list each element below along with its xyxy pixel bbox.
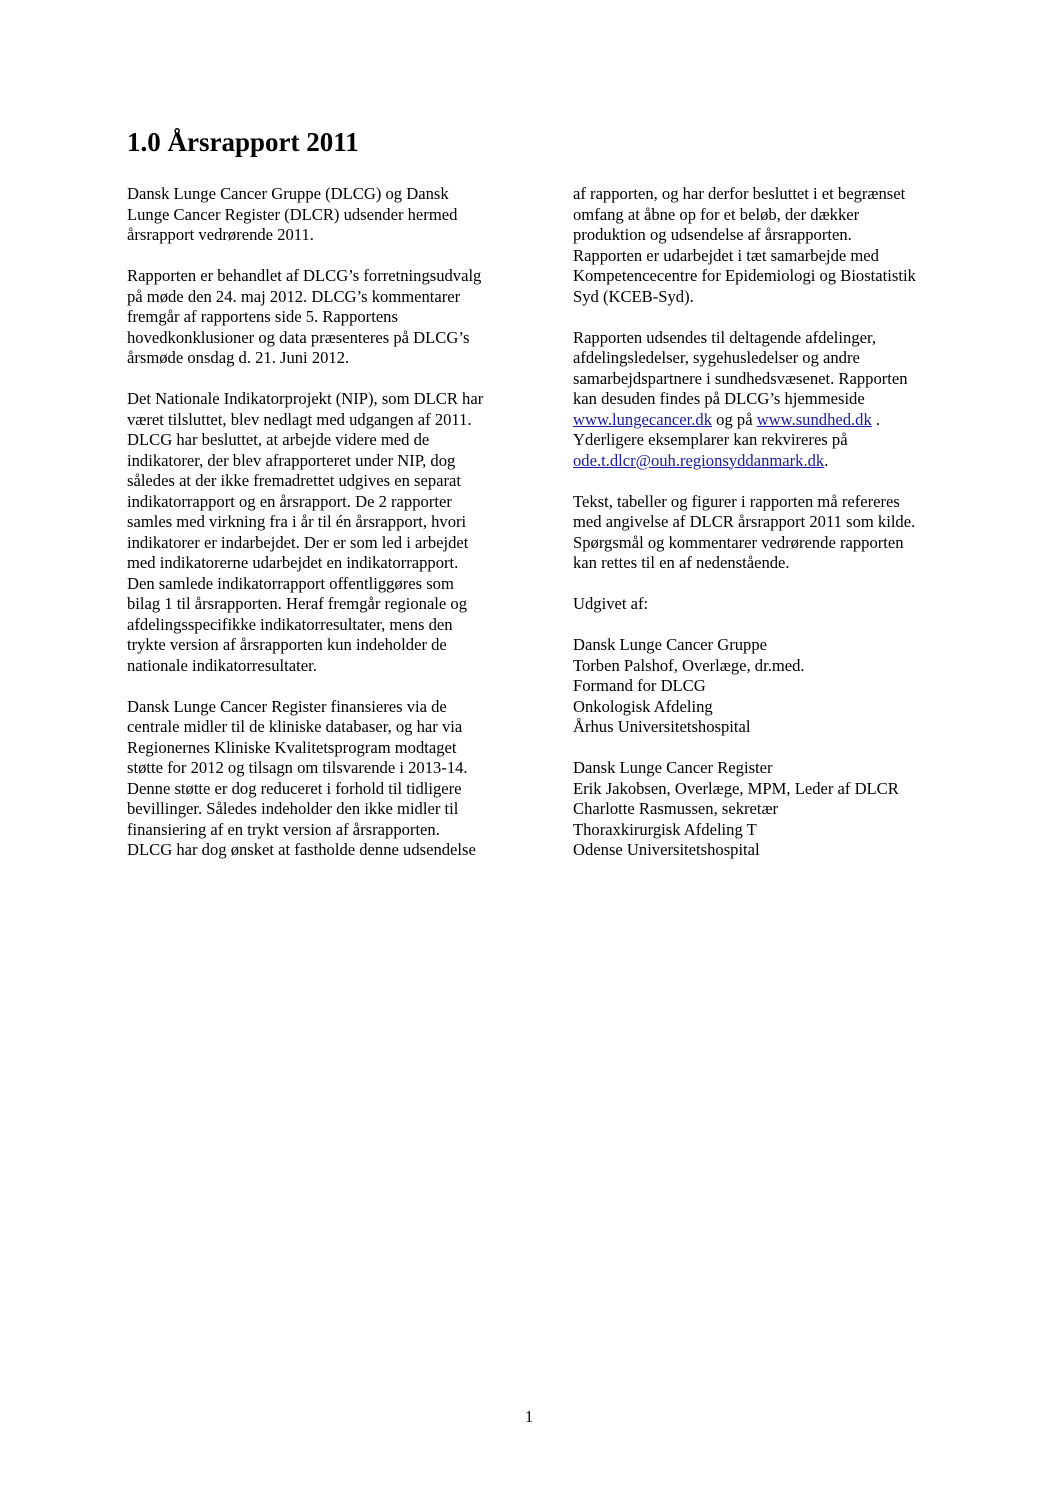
text-line: støtte for 2012 og tilsagn om tilsvarende i 2013-14. — [127, 758, 468, 777]
text-line: DLCG har dog ønsket at fastholde denne udsendelse — [127, 840, 476, 859]
text-line: Rapporten er udarbejdet i tæt samarbejde med — [573, 245, 879, 265]
text-line: Tekst, tabeller og figurer i rapporten må refereres — [573, 491, 900, 511]
text-fragment: . — [824, 450, 829, 470]
links-line — [573, 410, 993, 431]
text-line: med indikatorerne udarbejdet en indikatorrapport. — [127, 553, 459, 572]
text-line: Denne støtte er dog reduceret i forhold til tidligere — [127, 778, 462, 798]
text-line: Torben Palshof, Overlæge, dr.med. — [573, 655, 805, 675]
meeting-paragraph — [127, 266, 527, 369]
email-line — [573, 451, 993, 472]
text-line: været tilsluttet, blev nedlagt med udgangen af 2011. — [127, 409, 472, 429]
text-line: Århus Universitetshospital — [573, 717, 751, 736]
text-line: Lunge Cancer Register (DLCR) udsender hermed — [127, 204, 458, 224]
funding-continuation-paragraph — [573, 184, 993, 307]
text-line: Charlotte Rasmussen, sekretær — [573, 799, 779, 818]
text-line: med angivelse af DLCR årsrapport 2011 som kilde. — [573, 512, 916, 531]
text-line: Den samlede indikatorrapport offentliggøres som — [127, 573, 454, 593]
text-line: Rapporten er behandlet af DLCG’s forretningsudvalg — [127, 266, 482, 285]
text-line: årsrapport vedrørende 2011. — [127, 225, 314, 244]
text-line: centrale midler til de kliniske databaser, og har via — [127, 717, 463, 736]
email-link[interactable]: ode.t.dlcr@ouh.regionsyddanmark.dk — [573, 450, 825, 470]
sundhed-link[interactable]: www.sundhed.dk — [756, 409, 872, 429]
text-line: afdelingsledelser, sygehusledelser og andre — [573, 348, 860, 367]
text-line: således at der ikke fremadrettet udgives en separat — [127, 471, 462, 490]
text-line: hovedkonklusioner og data præsenteres på DLCG’s — [127, 327, 470, 347]
text-line: bevillinger. Således indeholder den ikke midler til — [127, 799, 459, 818]
text-line: bilag 1 til årsrapporten. Heraf fremgår regionale og — [127, 594, 468, 613]
text-line: Syd (KCEB-Syd). — [573, 286, 694, 306]
intro-paragraph — [127, 184, 527, 246]
text-line: Erik Jakobsen, Overlæge, MPM, Leder af DLCR — [573, 778, 899, 798]
text-line: afdelingsspecifikke indikatorresultater, mens den — [127, 614, 453, 634]
text-line: indikatorrapport og en årsrapport. De 2 rapporter — [127, 491, 452, 511]
text-line: kan desuden findes på DLCG’s hjemmeside — [573, 389, 865, 408]
distribution-paragraph — [573, 328, 993, 472]
text-fragment: og på — [712, 409, 757, 429]
text-line: Yderligere eksemplarer kan rekvireres på — [573, 430, 848, 449]
text-line: kan rettes til en af nedenstående. — [573, 553, 790, 572]
text-line: Regionernes Kliniske Kvalitetsprogram modtaget — [127, 737, 457, 757]
published-by-label: Udgivet af: — [573, 594, 649, 613]
dlcg-contact-block — [573, 635, 993, 738]
text-line: indikatorer, der blev afrapporteret under NIP, dog — [127, 450, 456, 470]
text-line: Dansk Lunge Cancer Gruppe (DLCG) og Dansk — [127, 184, 449, 203]
text-line: nationale indikatorresultater. — [127, 655, 317, 675]
text-line: samarbejdspartnere i sundhedsvæsenet. Rapporten — [573, 368, 908, 388]
citation-paragraph — [573, 492, 993, 574]
text-line: Onkologisk Afdeling — [573, 696, 713, 716]
right-column — [573, 184, 993, 861]
text-line: af rapporten, og har derfor besluttet i et begrænset — [573, 184, 906, 203]
text-line: Kompetencecentre for Epidemiologi og Biostatistik — [573, 266, 916, 285]
text-line: Formand for DLCG — [573, 676, 706, 695]
text-line: Dansk Lunge Cancer Register — [573, 758, 773, 777]
lungecancer-link[interactable]: www.lungecancer.dk — [573, 409, 712, 429]
text-line: omfang at åbne op for et beløb, der dækker — [573, 204, 860, 224]
text-line: trykte version af årsrapporten kun indeholder de — [127, 635, 447, 654]
text-line: indikatorer er indarbejdet. Der er som led i arbejdet — [127, 532, 469, 552]
text-line: samles med virkning fra i år til én årsrapport, hvori — [127, 512, 467, 531]
text-line: Thoraxkirurgisk Afdeling T — [573, 819, 757, 839]
text-fragment: . — [871, 409, 881, 429]
text-line: DLCG har besluttet, at arbejde videre med de — [127, 430, 430, 449]
text-line: Dansk Lunge Cancer Register finansieres via de — [127, 696, 447, 716]
text-line: Dansk Lunge Cancer Gruppe — [573, 635, 767, 654]
page-number: 1 — [524, 1407, 534, 1426]
text-line: Odense Universitetshospital — [573, 840, 760, 859]
page-heading: 1.0 Årsrapport 2011 — [127, 127, 359, 157]
text-line: fremgår af rapportens side 5. Rapportens — [127, 307, 398, 326]
nip-paragraph — [127, 389, 527, 676]
text-line: Det Nationale Indikatorprojekt (NIP), som DLCR har — [127, 389, 484, 408]
text-line: Spørgsmål og kommentarer vedrørende rapporten — [573, 532, 904, 552]
dlcr-contact-block — [573, 758, 993, 861]
text-line: Rapporten udsendes til deltagende afdelinger, — [573, 327, 876, 347]
text-line: produktion og udsendelse af årsrapporten. — [573, 225, 852, 244]
text-line: finansiering af en trykt version af årsrapporten. — [127, 819, 440, 839]
text-line: på møde den 24. maj 2012. DLCG’s kommentarer — [127, 286, 461, 306]
left-column — [127, 184, 527, 861]
text-line: årsmøde onsdag d. 21. Juni 2012. — [127, 348, 350, 367]
funding-paragraph — [127, 697, 527, 861]
